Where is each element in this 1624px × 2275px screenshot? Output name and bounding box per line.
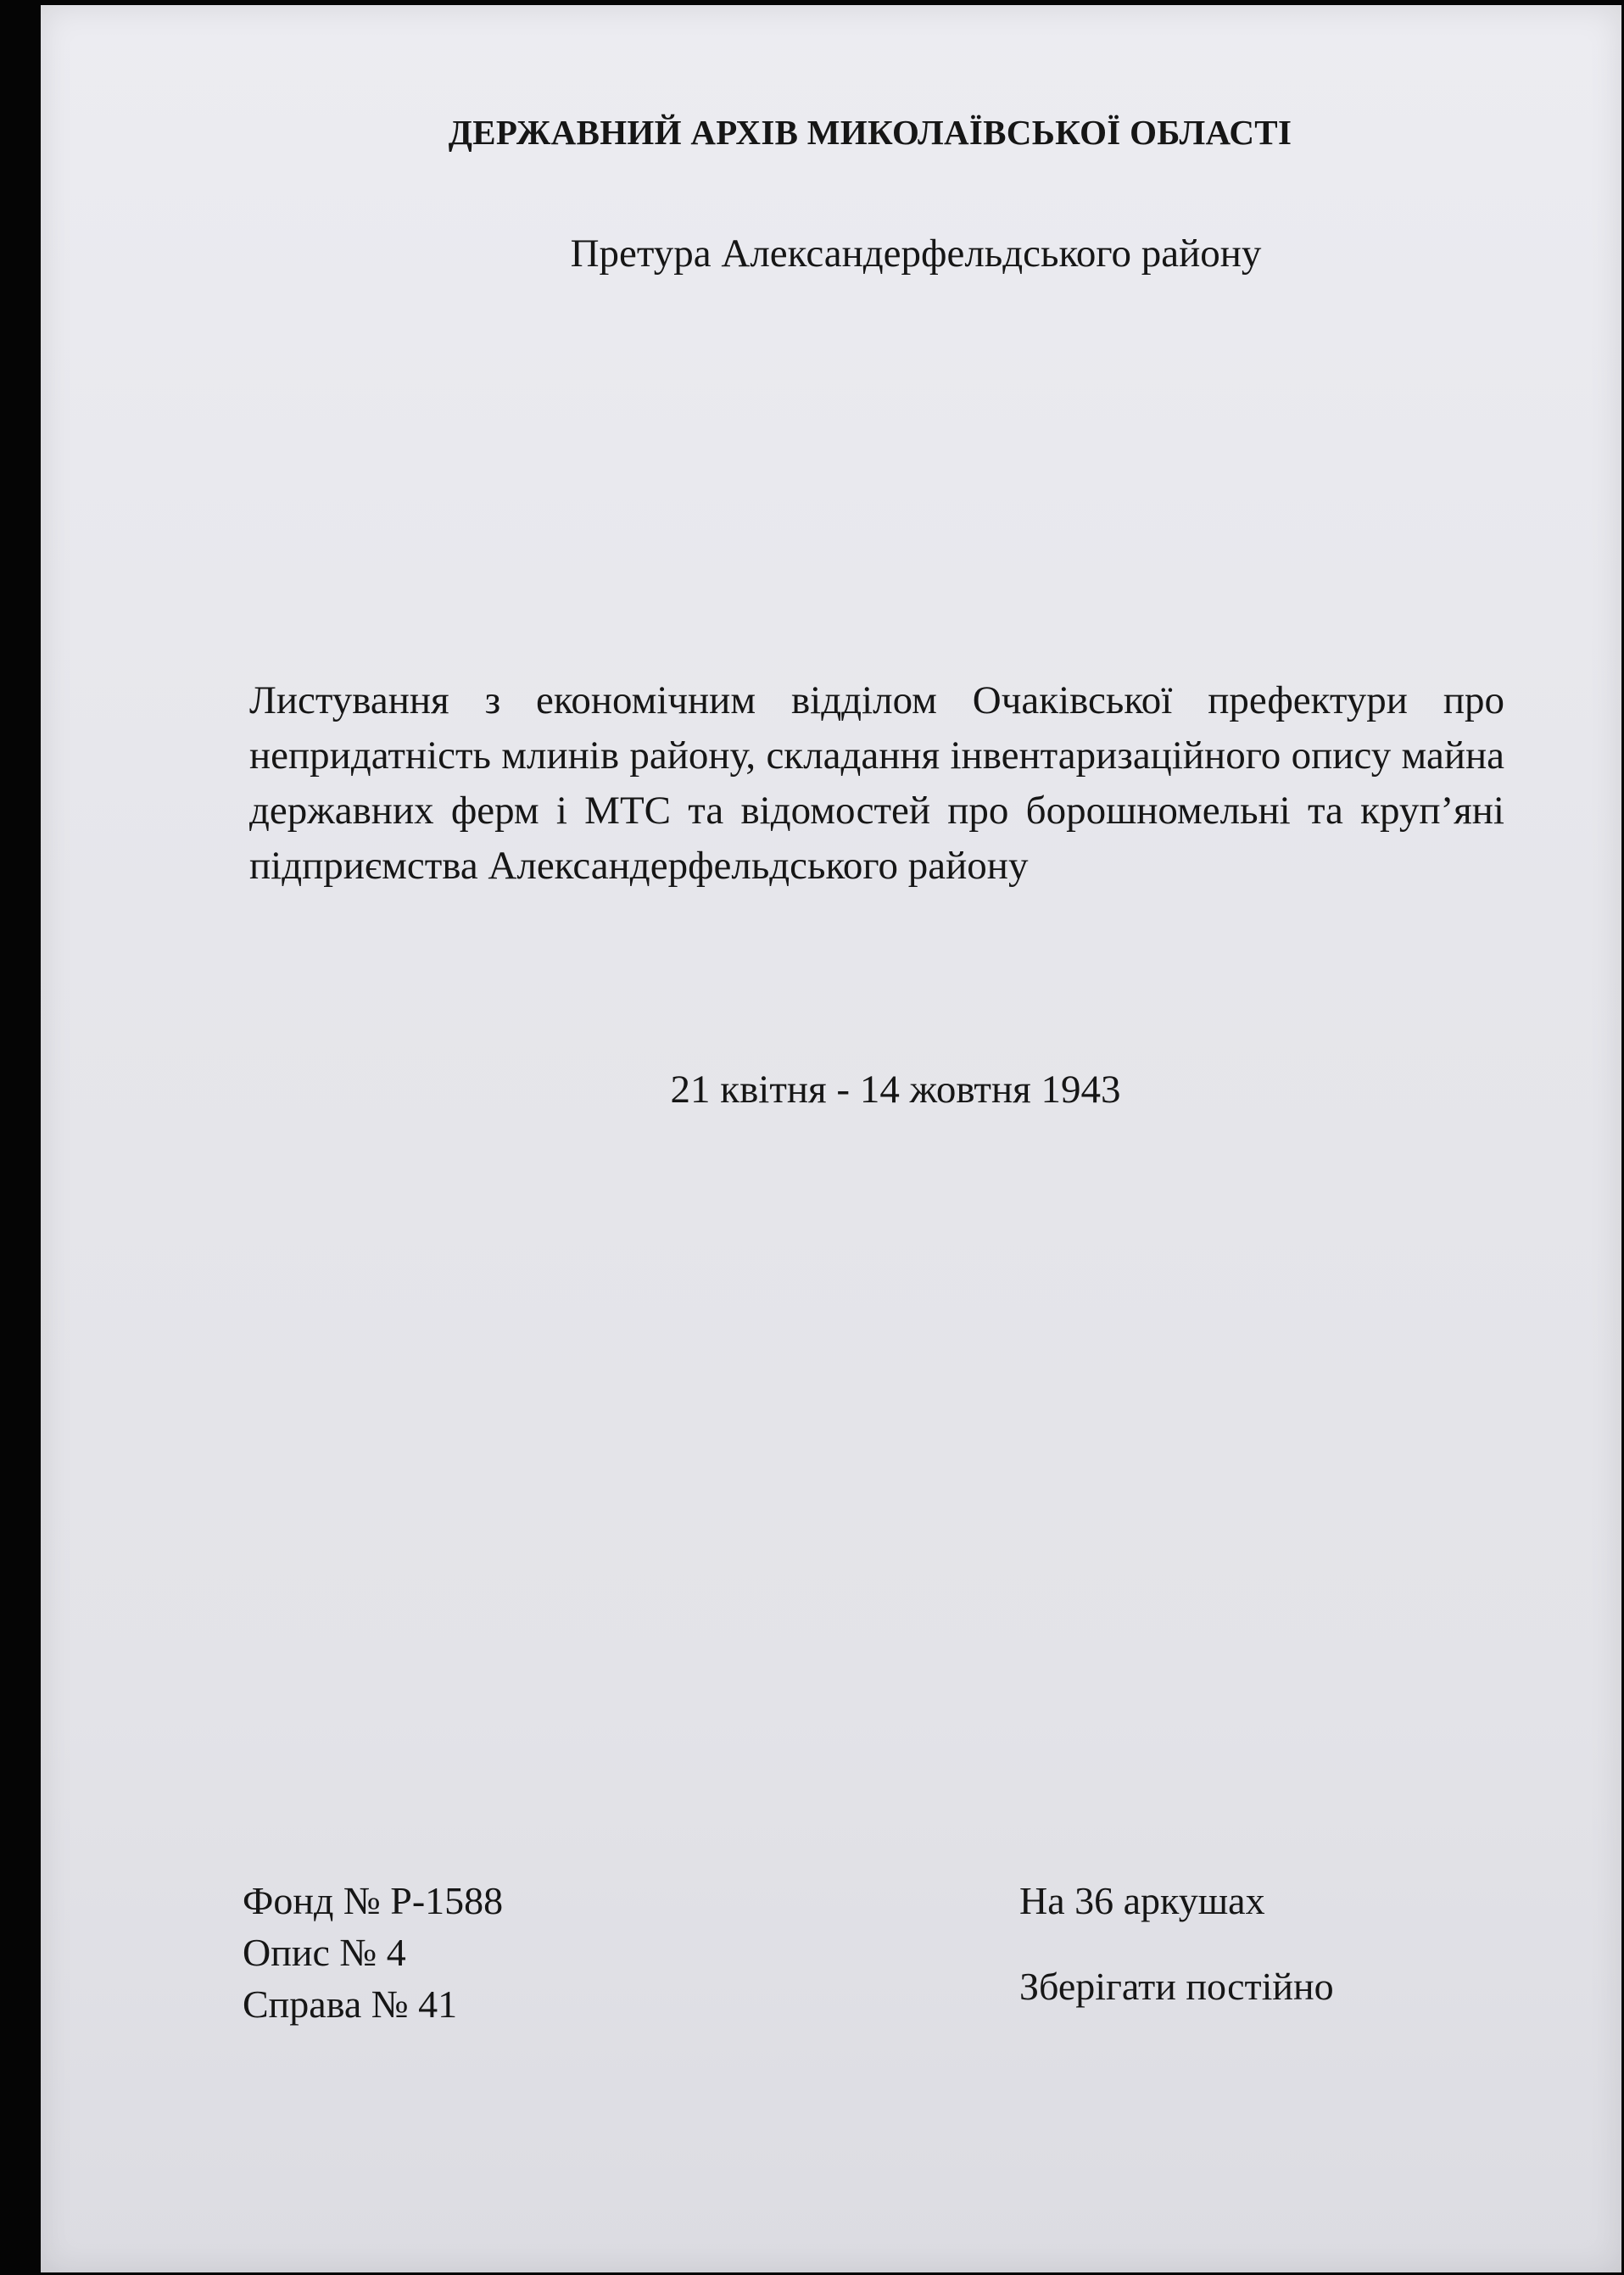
sheet-count: На 36 аркушах	[1019, 1879, 1265, 1922]
fond-number: Фонд № Р-1588	[243, 1879, 504, 1922]
date-range: 21 квітня - 14 жовтня 1943	[670, 1068, 1121, 1112]
sprava-number: Справа № 41	[243, 1982, 458, 2026]
archive-reference	[243, 1875, 503, 2030]
archive-title: ДЕРЖАВНИЙ АРХІВ МИКОЛАЇВСЬКОЇ ОБЛАСТІ	[448, 113, 1292, 152]
retention-note: Зберігати постійно	[1019, 1965, 1334, 2008]
opys-number: Опис № 4	[243, 1931, 406, 1974]
storage-info	[1019, 1875, 1334, 2012]
case-title: Листування з економічним відділом Очаківської префектури про непридатність млинів району, складання інвентаризаційного опису майна державних ферм і МТС та відомостей про борошномельні та круп’яні підприємства Александерфельдського району	[249, 678, 1504, 888]
fund-name: Претура Александерфельдського району	[570, 231, 1262, 276]
document-page	[41, 5, 1621, 2272]
